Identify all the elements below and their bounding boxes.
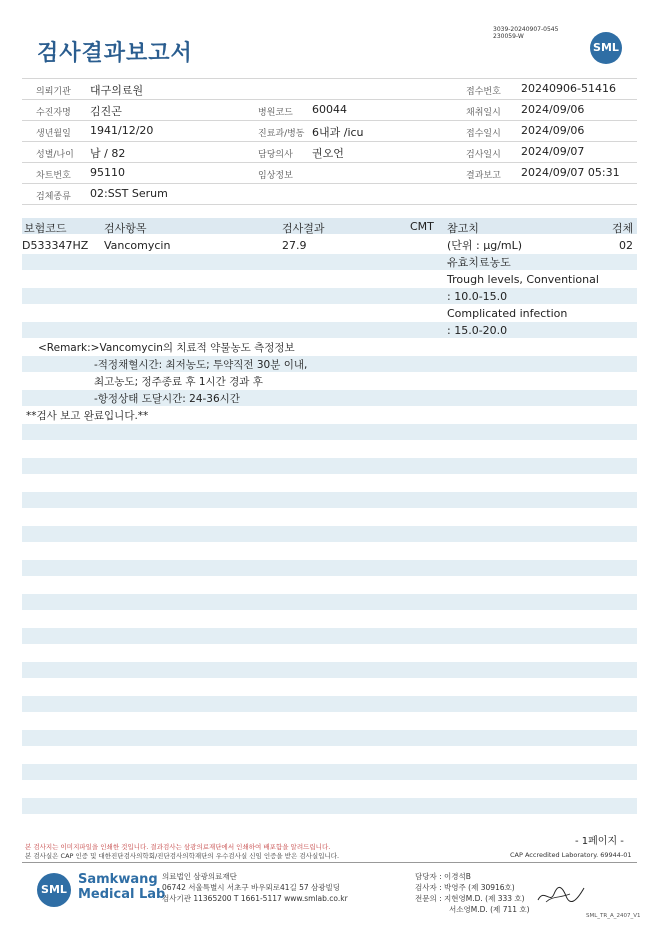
receipt-no-label: 접수번호 bbox=[466, 87, 501, 97]
info-row bbox=[22, 99, 637, 120]
document-id bbox=[493, 26, 558, 40]
reference-line: (단위 : μg/mL) bbox=[447, 239, 523, 252]
col-test-item: 검사항목 bbox=[104, 222, 147, 235]
signer-line: 서소영M.D. (제 711 호) bbox=[449, 905, 530, 914]
footer-notice: 본 검사실은 CAP 인증 및 대한진단검사의학회/진단검사의학재단의 우수검사실 신임 인증을 받은 검사실입니다. bbox=[25, 852, 340, 860]
col-specimen: 검체 bbox=[612, 222, 634, 235]
patient-label: 수진자명 bbox=[36, 108, 71, 118]
stripe-row bbox=[22, 696, 637, 712]
hosp-code-value: 60044 bbox=[312, 103, 347, 116]
signer-line: 담당자 : 이경석B bbox=[415, 872, 471, 881]
reference-line: Complicated infection bbox=[447, 307, 568, 320]
info-row bbox=[22, 78, 637, 99]
cap-accreditation: CAP Accredited Laboratory. 69944-01 bbox=[510, 851, 632, 859]
stripe-row bbox=[22, 628, 637, 644]
signer-line: 검사자 : 박영주 (제 30916호) bbox=[415, 883, 515, 892]
reference-line: : 10.0-15.0 bbox=[447, 290, 508, 303]
info-row bbox=[22, 183, 637, 205]
stripe-row bbox=[22, 798, 637, 814]
report-title: 검사결과보고서 bbox=[37, 41, 193, 66]
stripe-row bbox=[22, 458, 637, 474]
sex-age-value: 남 / 82 bbox=[90, 147, 126, 160]
test-date-value: 2024/09/07 bbox=[521, 145, 585, 158]
chart-value: 95110 bbox=[90, 166, 125, 179]
specimen-label: 검체종류 bbox=[36, 192, 71, 202]
remark-line: 최고농도; 정주종료 후 1시간 경과 후 bbox=[94, 376, 263, 388]
hosp-code-label: 병원코드 bbox=[258, 108, 293, 118]
document-id-line: 3039-20240907-0545 bbox=[493, 26, 559, 33]
footer-notice: 본 검사지는 이미지파일을 인쇄한 것입니다. 결과검사는 삼광의료재단에서 인쇄하여 배포함을 알려드립니다. bbox=[25, 843, 331, 851]
info-row bbox=[22, 120, 637, 141]
brand-line: Medical Lab bbox=[78, 887, 166, 902]
reference-line: 유효치료농도 bbox=[447, 256, 511, 269]
col-reference: 참고치 bbox=[447, 222, 479, 235]
stripe-row bbox=[22, 288, 637, 304]
test-date-label: 검사일시 bbox=[466, 150, 501, 160]
info-row bbox=[22, 162, 637, 183]
report-value: 2024/09/07 05:31 bbox=[521, 166, 620, 179]
stripe-row bbox=[22, 492, 637, 508]
stripe-row bbox=[22, 594, 637, 610]
sml-logo: SML bbox=[590, 32, 622, 64]
info-row bbox=[22, 141, 637, 162]
lab-address bbox=[162, 871, 348, 904]
patient-value: 김진곤 bbox=[90, 105, 122, 118]
address-line: 06742 서울특별시 서초구 바우뫼로41길 57 삼광빌딩 bbox=[162, 883, 341, 892]
footer-divider bbox=[22, 862, 637, 863]
document-id-line: 230059-W bbox=[493, 33, 524, 40]
collect-date-value: 2024/09/06 bbox=[521, 103, 585, 116]
receipt-date-value: 2024/09/06 bbox=[521, 124, 585, 137]
collect-date-label: 채취일시 bbox=[466, 108, 501, 118]
stripe-row bbox=[22, 730, 637, 746]
result-code: D533347HZ bbox=[22, 239, 89, 252]
result-item: Vancomycin bbox=[104, 239, 171, 252]
specimen-value: 02:SST Serum bbox=[90, 187, 168, 200]
reference-line: Trough levels, Conventional bbox=[447, 273, 599, 286]
result-specimen: 02 bbox=[619, 239, 633, 252]
remark-line: **검사 보고 완료입니다.** bbox=[26, 410, 149, 422]
col-cmt: CMT bbox=[410, 220, 434, 233]
signature bbox=[536, 882, 586, 908]
form-version: SML_TR_A_2407_V1 bbox=[586, 913, 641, 919]
stripe-row bbox=[22, 764, 637, 780]
receipt-no-value: 20240906-51416 bbox=[521, 82, 616, 95]
remark-line: -적정채혈시간: 최저농도; 투약직전 30분 이내, bbox=[94, 359, 308, 371]
remark-line: -항정상태 도달시간: 24-36시간 bbox=[94, 393, 240, 405]
page-number: - 1페이지 - bbox=[575, 836, 624, 847]
chart-label: 차트번호 bbox=[36, 171, 71, 181]
sml-logo: SML bbox=[37, 873, 71, 907]
result-value: 27.9 bbox=[282, 239, 307, 252]
brand-line: Samkwang bbox=[78, 872, 158, 887]
stripe-row bbox=[22, 662, 637, 678]
birth-label: 생년월일 bbox=[36, 129, 71, 139]
sex-age-label: 성별/나이 bbox=[36, 150, 74, 160]
clinical-label: 임상정보 bbox=[258, 171, 293, 181]
remark-line: <Remark:>Vancomycin의 치료적 약물농도 측정정보 bbox=[38, 342, 295, 354]
hospital-value: 대구의료원 bbox=[90, 84, 144, 97]
doctor-value: 권오언 bbox=[312, 147, 344, 160]
dept-label: 진료과/병동 bbox=[258, 129, 305, 139]
address-line: 의료법인 삼광의료재단 bbox=[162, 872, 237, 881]
stripe-row bbox=[22, 424, 637, 440]
stripe-row bbox=[22, 526, 637, 542]
reference-line: : 15.0-20.0 bbox=[447, 324, 508, 337]
stripe-row bbox=[22, 322, 637, 338]
col-result: 검사결과 bbox=[282, 222, 325, 235]
address-line: 검사기관 11365200 T 1661-5117 www.smlab.co.kr bbox=[162, 894, 348, 903]
stripe-row bbox=[22, 254, 637, 270]
signers bbox=[415, 871, 530, 915]
hospital-label: 의뢰기관 bbox=[36, 87, 71, 97]
brand-name bbox=[78, 872, 165, 902]
birth-value: 1941/12/20 bbox=[90, 124, 154, 137]
col-insurance-code: 보험코드 bbox=[24, 222, 67, 235]
stripe-row bbox=[22, 560, 637, 576]
report-label: 결과보고 bbox=[466, 171, 501, 181]
receipt-date-label: 접수일시 bbox=[466, 129, 501, 139]
dept-value: 6내과 /icu bbox=[312, 126, 364, 139]
signer-line: 전문의 : 지현영M.D. (제 333 호) bbox=[415, 894, 525, 903]
results-table-header bbox=[22, 218, 637, 234]
doctor-label: 담당의사 bbox=[258, 150, 293, 160]
